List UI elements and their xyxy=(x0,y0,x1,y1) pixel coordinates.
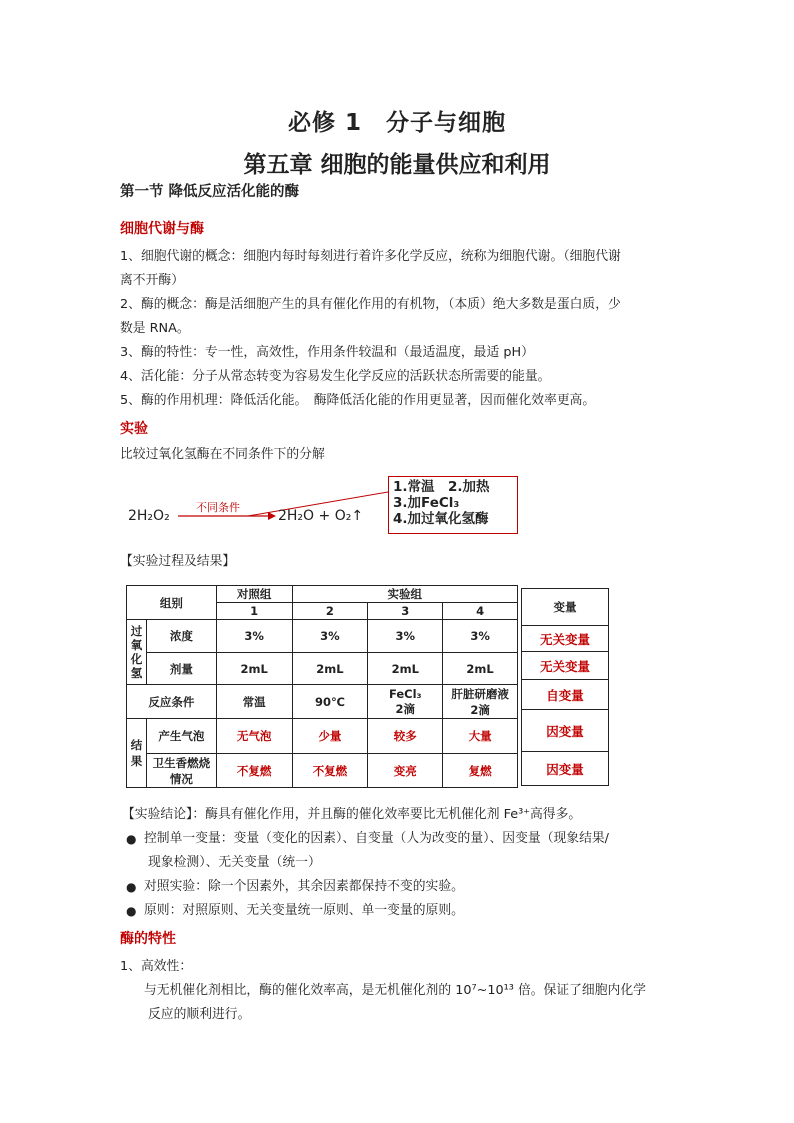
process-label: 【实验过程及结果】 xyxy=(120,554,236,569)
prop-2b: 反应的顺利进行。 xyxy=(148,1007,251,1022)
conc-4: 3% xyxy=(443,620,518,653)
header-control: 对照组 xyxy=(216,586,292,603)
conc-label: 浓度 xyxy=(146,620,216,653)
incense-label: 卫生香燃烧 情况 xyxy=(146,754,216,788)
incense-3: 变亮 xyxy=(368,754,443,788)
var-5: 因变量 xyxy=(522,752,609,786)
bubble-4: 大量 xyxy=(443,719,518,754)
para-4: 4、活化能：分子从常态转变为容易发生化学反应的活跃状态所需要的能量。 xyxy=(120,369,551,384)
tube-2: 2 xyxy=(292,603,368,620)
header-experimental: 实验组 xyxy=(292,586,517,603)
condition-2: 3.加FeCl₃ xyxy=(393,495,460,511)
para-1a: 1、细胞代谢的概念：细胞内每时每刻进行着许多化学反应，统称为细胞代谢。（细胞代谢 xyxy=(120,249,621,264)
chapter-title: 第五章 细胞的能量供应和利用 xyxy=(243,152,551,178)
conc-1: 3% xyxy=(216,620,292,653)
dose-1: 2mL xyxy=(216,653,292,685)
cond-3: FeCl₃ 2滴 xyxy=(368,685,443,719)
condition-3: 4.加过氧化氢酶 xyxy=(393,511,489,527)
var-4: 因变量 xyxy=(522,710,609,752)
results-table xyxy=(126,585,518,788)
condition-1: 1.常温 2.加热 xyxy=(393,479,490,495)
header-group: 组别 xyxy=(127,586,217,620)
incense-2: 不复燃 xyxy=(292,754,368,788)
heading-properties: 酶的特性 xyxy=(120,931,176,947)
bullet-icon: ● xyxy=(126,904,137,918)
dose-4: 2mL xyxy=(443,653,518,685)
var-3: 自变量 xyxy=(522,680,609,710)
cond-label: 反应条件 xyxy=(127,685,217,719)
incense-1: 不复燃 xyxy=(216,754,292,788)
para-2b: 数是 RNA。 xyxy=(120,321,190,336)
bullet-3: 原则：对照原则、无关变量统一原则、单一变量的原则。 xyxy=(144,903,464,918)
prop-2a: 与无机催化剂相比，酶的催化效率高，是无机催化剂的 10⁷~10¹³ 倍。保证了细胞内化学 xyxy=(144,983,646,998)
h2o2-label: 过 氧 化 氢 xyxy=(127,620,147,685)
conclusion: 【实验结论】：酶具有催化作用，并且酶的催化效率要比无机催化剂 Fe³⁺高得多。 xyxy=(122,807,582,822)
var-1: 无关变量 xyxy=(522,626,609,652)
para-1b: 离不开酶） xyxy=(120,273,184,288)
tube-1: 1 xyxy=(216,603,292,620)
bubble-label: 产生气泡 xyxy=(146,719,216,754)
dose-label: 剂量 xyxy=(146,653,216,685)
cond-4: 肝脏研磨液 2滴 xyxy=(443,685,518,719)
page-title: 必修 1 分子与细胞 xyxy=(287,110,506,136)
experiment-intro: 比较过氧化氢酶在不同条件下的分解 xyxy=(120,447,325,462)
var-header: 变量 xyxy=(522,589,609,626)
prop-1: 1、高效性： xyxy=(120,959,193,974)
bubble-1: 无气泡 xyxy=(216,719,292,754)
heading-experiment: 实验 xyxy=(120,421,148,437)
result-label: 结 果 xyxy=(127,719,147,788)
para-2a: 2、酶的概念：酶是活细胞产生的具有催化作用的有机物，（本质）绝大多数是蛋白质，少 xyxy=(120,297,621,312)
section-title: 第一节 降低反应活化能的酶 xyxy=(120,184,300,200)
dose-2: 2mL xyxy=(292,653,368,685)
bullet-icon: ● xyxy=(126,880,137,894)
cond-1: 常温 xyxy=(216,685,292,719)
conditions-box xyxy=(388,476,518,534)
product: 2H₂O + O₂↑ xyxy=(278,508,364,524)
bullet-1b: 现象检测）、无关变量（统一） xyxy=(148,855,321,870)
tube-3: 3 xyxy=(368,603,443,620)
bubble-2: 少量 xyxy=(292,719,368,754)
bullet-2: 对照实验：除一个因素外，其余因素都保持不变的实验。 xyxy=(144,879,464,894)
tube-4: 4 xyxy=(443,603,518,620)
bubble-3: 较多 xyxy=(368,719,443,754)
incense-4: 复燃 xyxy=(443,754,518,788)
dose-3: 2mL xyxy=(368,653,443,685)
reactant: 2H₂O₂ xyxy=(128,508,170,524)
cond-2: 90℃ xyxy=(292,685,368,719)
conc-2: 3% xyxy=(292,620,368,653)
heading-metabolism: 细胞代谢与酶 xyxy=(120,221,204,237)
bullet-icon: ● xyxy=(126,832,137,846)
variable-table xyxy=(521,588,609,786)
var-2: 无关变量 xyxy=(522,652,609,680)
bullet-1a: 控制单一变量：变量（变化的因素）、自变量（人为改变的量）、因变量（现象结果/ xyxy=(144,831,609,846)
para-5: 5、酶的作用机理：降低活化能。 酶降低活化能的作用更显著，因而催化效率更高。 xyxy=(120,393,596,408)
para-3: 3、酶的特性：专一性，高效性，作用条件较温和（最适温度，最适 pH） xyxy=(120,345,534,360)
conc-3: 3% xyxy=(368,620,443,653)
arrow-label: 不同条件 xyxy=(196,501,240,514)
